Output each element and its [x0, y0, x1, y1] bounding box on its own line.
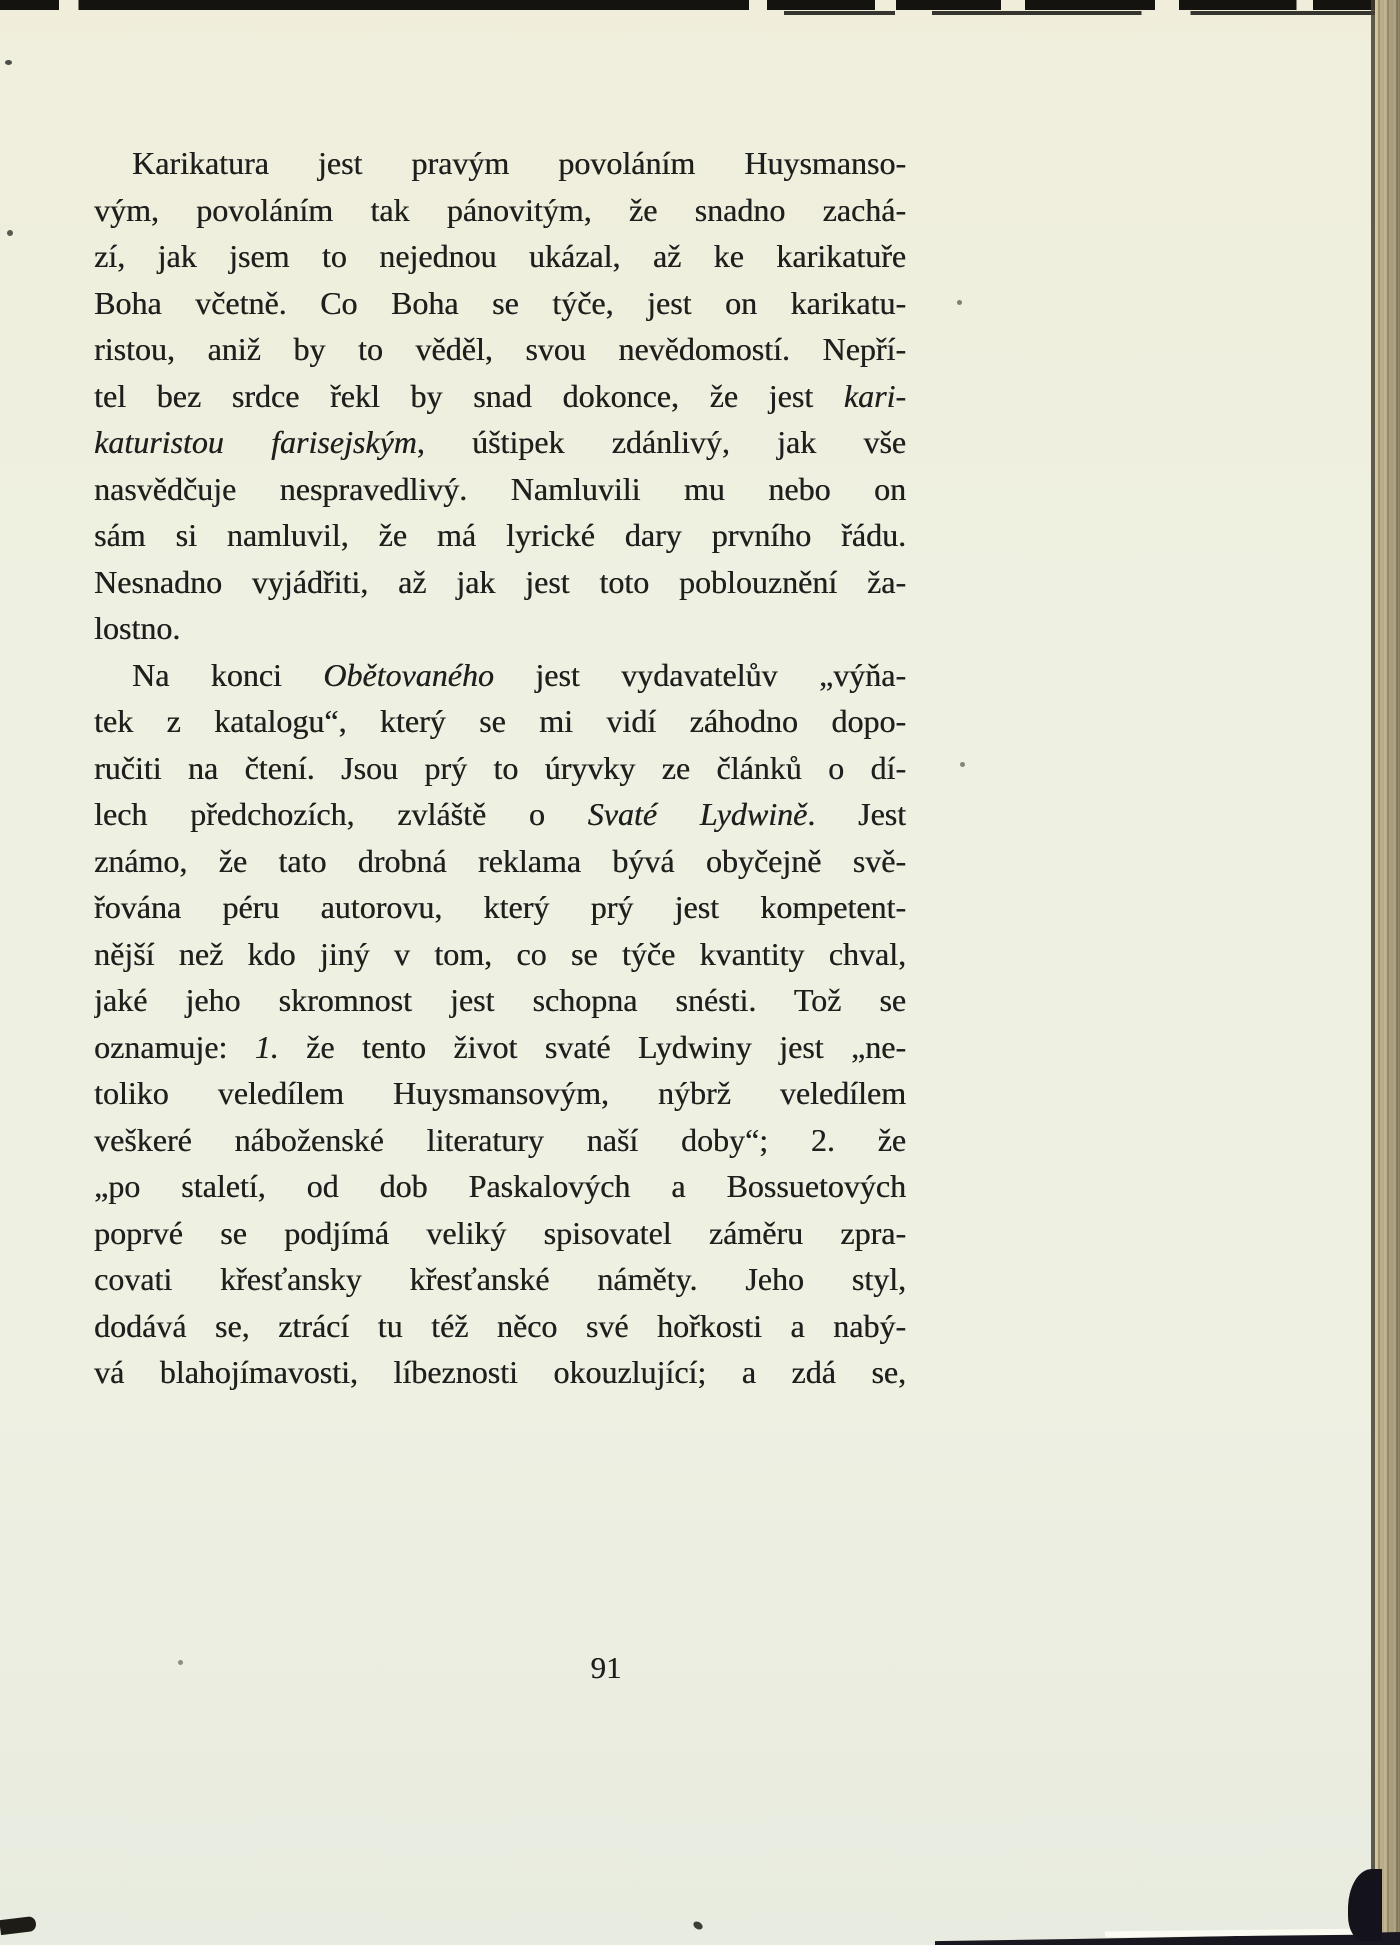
text-line: [94, 605, 906, 652]
scan-top-border: [0, 0, 1400, 10]
text-line: [94, 1024, 906, 1071]
text-segment: Boha včetně. Co Boha se týče, jest on karikatu-: [94, 284, 906, 321]
italic-text-segment: katuristou farisejským: [94, 424, 417, 460]
text-line: [94, 838, 906, 885]
ink-speck: [7, 230, 13, 236]
text-line: [94, 140, 906, 187]
text-segment: nější než kdo jiný v tom, co se týče kvantity chval,: [94, 935, 906, 972]
text-segment: poprvé se podjímá veliký spisovatel záměru zpra-: [94, 1214, 906, 1251]
text-segment: lostno.: [94, 610, 181, 646]
text-segment: „po staletí, od dob Paskalových a Bossuetových: [94, 1168, 906, 1204]
ink-speck: [5, 60, 12, 65]
text-segment: toliko veledílem Huysmansovým, nýbrž veledílem: [94, 1075, 906, 1111]
text-segment: Karikatura jest pravým povoláním Huysmanso-: [132, 145, 906, 181]
italic-text-segment: kari-: [843, 377, 906, 414]
page-number: 91: [590, 1650, 622, 1685]
text-segment: oznamuje:: [94, 1028, 255, 1065]
italic-text-segment: Obětovaného: [323, 656, 494, 693]
text-segment: covati křesťansky křesťanské náměty. Jeho styl,: [94, 1261, 906, 1297]
text-line: [94, 931, 906, 978]
text-segment: , úštipek zdánlivý, jak vše: [416, 424, 906, 460]
text-line: [94, 977, 906, 1024]
text-line: [94, 1256, 906, 1303]
text-segment: řována péru autorovu, který prý jest kompetent-: [94, 889, 906, 925]
text-line: [94, 652, 906, 699]
ink-speck: [957, 300, 962, 305]
text-segment: lech předchozích, zvláště o: [94, 796, 588, 832]
text-segment: nasvědčuje nespravedlivý. Namluvili mu nebo on: [94, 470, 906, 507]
text-line: [94, 1163, 906, 1210]
text-segment: . Jest: [807, 796, 906, 832]
text-line: [94, 326, 906, 373]
text-segment: tel bez srdce řekl by snad dokonce, že jest: [94, 377, 844, 414]
text-segment: že tento život svaté Lydwiny jest „ne-: [278, 1028, 906, 1065]
text-line: [94, 1210, 906, 1257]
text-line: [94, 884, 906, 931]
scan-top-border-dashes: [784, 11, 1400, 15]
italic-text-segment: 1.: [254, 1028, 279, 1065]
bottom-left-ink-mark: [0, 1916, 37, 1935]
text-line: [94, 373, 906, 420]
italic-text-segment: Svaté Lydwině: [587, 796, 808, 832]
text-line: [94, 1070, 906, 1117]
text-segment: Nesnadno vyjádřiti, až jak jest toto poblouznění ža-: [94, 563, 906, 600]
text-line: [94, 280, 906, 327]
book-page-edges-strip: [1375, 0, 1400, 1945]
text-line: [94, 698, 906, 745]
text-line: [94, 233, 906, 280]
text-line: [94, 745, 906, 792]
ink-speck: [692, 1920, 704, 1931]
text-segment: Na konci: [132, 656, 324, 693]
text-block: [94, 140, 906, 1396]
text-line: [94, 559, 906, 606]
text-segment: ručiti na čtení. Jsou prý to úryvky ze článků o dí-: [94, 749, 906, 786]
text-line: [94, 466, 906, 513]
text-line: [94, 512, 906, 559]
text-segment: ristou, aniž by to věděl, svou nevědomostí. Nepří-: [94, 331, 906, 367]
text-segment: dodává se, ztrácí tu též něco své hořkosti a nabý-: [94, 1307, 906, 1344]
text-line: [94, 1303, 906, 1350]
text-segment: zí, jak jsem to nejednou ukázal, až ke karikatuře: [94, 238, 906, 274]
text-segment: sám si namluvil, že má lyrické dary prvního řádu.: [94, 517, 906, 553]
text-line: [94, 1349, 906, 1396]
corner-ink-blob: [1348, 1869, 1382, 1941]
text-segment: vá blahojímavosti, líbeznosti okouzlující; a zdá se,: [94, 1354, 906, 1390]
text-line: [94, 187, 906, 234]
ink-speck: [178, 1660, 183, 1665]
text-segment: jest vydavatelův „výňa-: [493, 656, 906, 693]
text-line: [94, 419, 906, 466]
text-segment: jaké jeho skromnost jest schopna snésti. Tož se: [94, 982, 906, 1018]
page-edge-shadow-line: [1371, 0, 1375, 1945]
text-segment: veškeré náboženské literatury naší doby“; 2. že: [94, 1121, 906, 1158]
text-segment: vým, povoláním tak pánovitým, že snadno zachá-: [94, 191, 906, 228]
text-segment: tek z katalogu“, který se mi vidí záhodno dopo-: [94, 703, 906, 739]
ink-speck: [960, 762, 965, 767]
text-segment: známo, že tato drobná reklama bývá obyčejně svě-: [94, 842, 906, 879]
text-line: [94, 791, 906, 838]
text-line: [94, 1117, 906, 1164]
